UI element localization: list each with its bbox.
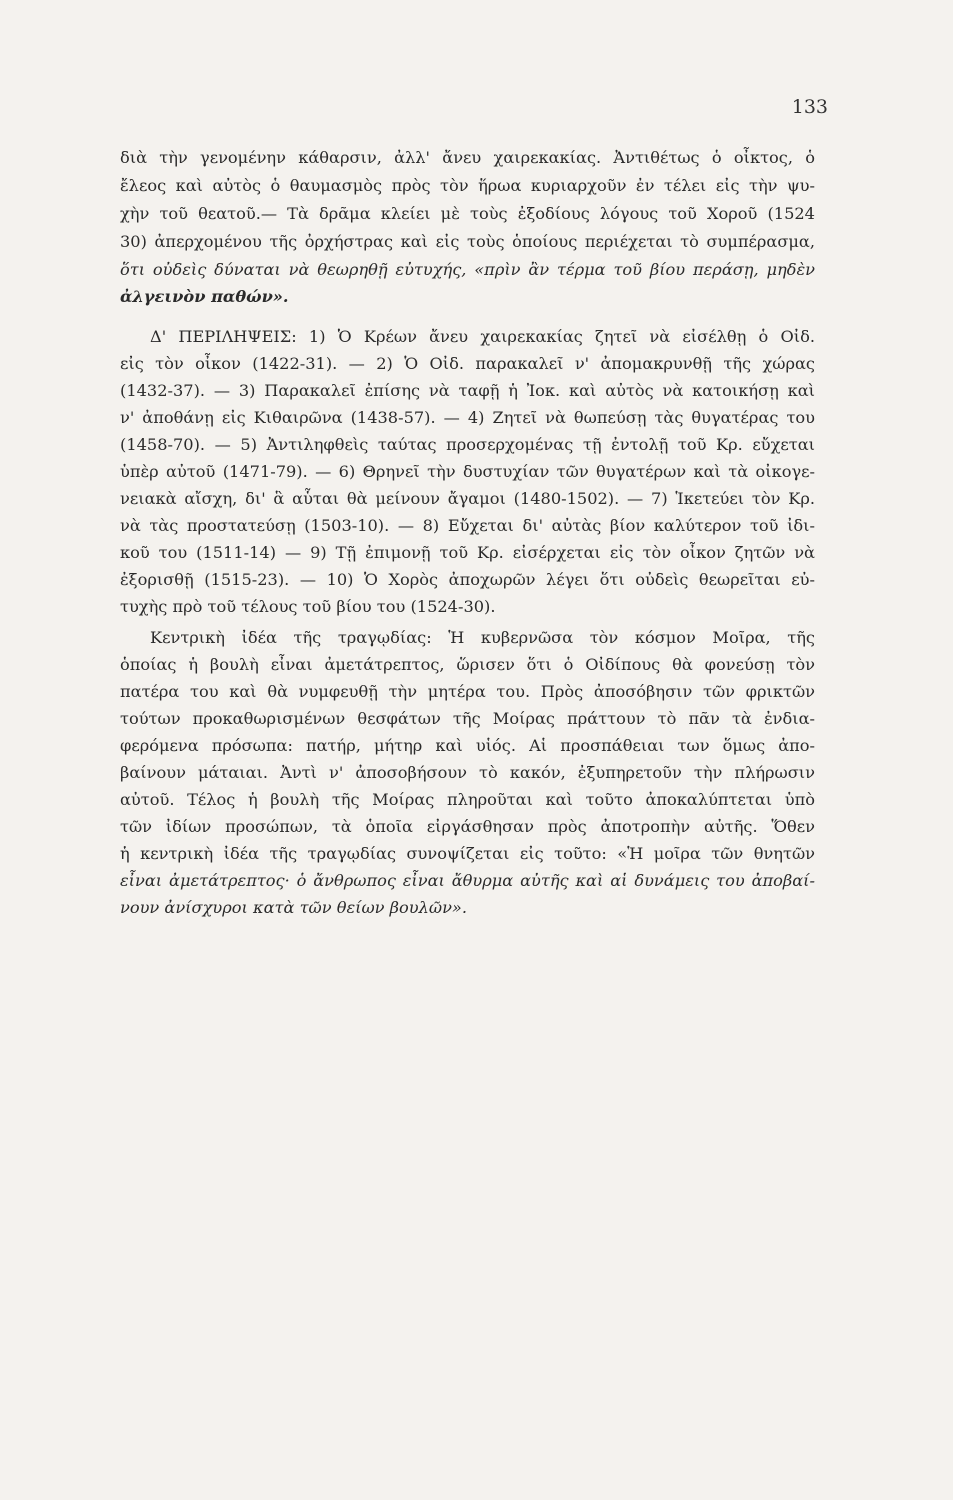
text-line: νειακὰ αἴσχη, δι' ἃ αὗται θὰ μείνουν ἄγαμοι (1480-1502). — 7) Ἱκετεύει τὸν Κρ. <box>120 489 815 508</box>
text-line: τῶν ἰδίων προσώπων, τὰ ὁποῖα εἰργάσθησαν πρὸς ἀποτροπὴν αὐτῆς. Ὅθεν <box>120 817 815 836</box>
page-number: 133 <box>791 96 828 118</box>
text-line: κοῦ του (1511-14) — 9) Τῇ ἐπιμονῇ τοῦ Κρ. εἰσέρχεται εἰς τὸν οἶκον ζητῶν νὰ <box>120 543 815 562</box>
text-line: ἐξορισθῇ (1515-23). — 10) Ὁ Χορὸς ἀποχωρῶν λέγει ὅτι οὐδεὶς θεωρεῖται εὐ- <box>120 570 815 589</box>
text-line: ὑπὲρ αὐτοῦ (1471-79). — 6) Θρηνεῖ τὴν δυστυχίαν τῶν θυγατέρων καὶ τὰ οἰκογε- <box>120 462 815 481</box>
text-line: ν' ἀποθάνῃ εἰς Κιθαιρῶνα (1438-57). — 4) Ζητεῖ νὰ θωπεύσῃ τὰς θυγατέρας του <box>120 408 815 427</box>
text-line: τυχὴς πρὸ τοῦ τέλους τοῦ βίου του (1524-30). <box>120 597 496 616</box>
text-line: διὰ τὴν γενομένην κάθαρσιν, ἀλλ' ἄνευ χαιρεκακίας. Ἀντιθέτως ὁ οἶκτος, ὁ <box>120 148 815 167</box>
text-line: νουν ἀνίσχυροι κατὰ τῶν θείων βουλῶν». <box>120 898 467 917</box>
text-line: αὐτοῦ. Τέλος ἡ βουλὴ τῆς Μοίρας πληροῦται καὶ τοῦτο ἀποκαλύπτεται ὑπὸ <box>120 790 815 809</box>
text-line: ὅτι οὐδεὶς δύναται νὰ θεωρηθῇ εὐτυχής, «πρὶν ἂν τέρμα τοῦ βίου περάσῃ, μηδὲν <box>120 260 815 279</box>
text-line: ὁποίας ἡ βουλὴ εἶναι ἀμετάτρεπτος, ὥρισεν ὅτι ὁ Οἰδίπους θὰ φονεύσῃ τὸν <box>120 655 815 674</box>
section-heading-line: Κεντρικὴ ἰδέα τῆς τραγῳδίας: Ἡ κυβερνῶσα τὸν κόσμον Μοῖρα, τῆς <box>150 628 815 647</box>
text-line: ἀλγεινὸν παθών». <box>120 287 289 306</box>
text-line: εἶναι ἀμετάτρεπτος· ὁ ἄνθρωπος εἶναι ἄθυρμα αὐτῆς καὶ αἱ δυνάμεις του ἀποβαί- <box>120 871 815 890</box>
text-line: πατέρα του καὶ θὰ νυμφευθῇ τὴν μητέρα του. Πρὸς ἀποσόβησιν τῶν φρικτῶν <box>120 682 815 701</box>
text-line: (1432-37). — 3) Παρακαλεῖ ἐπίσης νὰ ταφῇ ἡ Ἰοκ. καὶ αὐτὸς νὰ κατοικήσῃ καὶ <box>120 381 815 400</box>
text-line: εἰς τὸν οἶκον (1422-31). — 2) Ὁ Οἰδ. παρακαλεῖ ν' ἀπομακρυνθῇ τῆς χώρας <box>120 354 815 373</box>
text-line: (1458-70). — 5) Ἀντιληφθεὶς ταύτας προσερχομένας τῇ ἐντολῇ τοῦ Κρ. εὔχεται <box>120 435 815 454</box>
section-heading-line: Δ' ΠΕΡΙΛΗΨΕΙΣ: 1) Ὁ Κρέων ἄνευ χαιρεκακίας ζητεῖ νὰ εἰσέλθῃ ὁ Οἰδ. <box>150 327 815 346</box>
text-line: χὴν τοῦ θεατοῦ.— Τὰ δρᾶμα κλείει μὲ τοὺς ἐξοδίους λόγους τοῦ Χοροῦ (1524 <box>120 204 815 223</box>
text-line: βαίνουν μάταιαι. Ἀντὶ ν' ἀποσοβήσουν τὸ κακόν, ἐξυπηρετοῦν τὴν πλήρωσιν <box>120 763 815 782</box>
text-line: φερόμενα πρόσωπα: πατήρ, μήτηρ καὶ υἱός. Αἱ προσπάθειαι των ὅμως ἀπο- <box>120 736 815 755</box>
text-line: τούτων προκαθωρισμένων θεσφάτων τῆς Μοίρας πράττουν τὸ πᾶν τὰ ἐνδια- <box>120 709 815 728</box>
text-line: ἔλεος καὶ αὐτὸς ὁ θαυμασμὸς πρὸς τὸν ἥρωα κυριαρχοῦν ἐν τέλει εἰς τὴν ψυ- <box>120 176 815 195</box>
text-line: 30) ἀπερχομένου τῆς ὀρχήστρας καὶ εἰς τοὺς ὁποίους περιέχεται τὸ συμπέρασμα, <box>120 232 815 251</box>
text-line: ἡ κεντρικὴ ἰδέα τῆς τραγῳδίας συνοψίζεται εἰς τοῦτο: «Ἡ μοῖρα τῶν θνητῶν <box>120 844 815 863</box>
text-line: νὰ τὰς προστατεύσῃ (1503-10). — 8) Εὔχεται δι' αὐτὰς βίον καλύτερον τοῦ ἰδι- <box>120 516 815 535</box>
